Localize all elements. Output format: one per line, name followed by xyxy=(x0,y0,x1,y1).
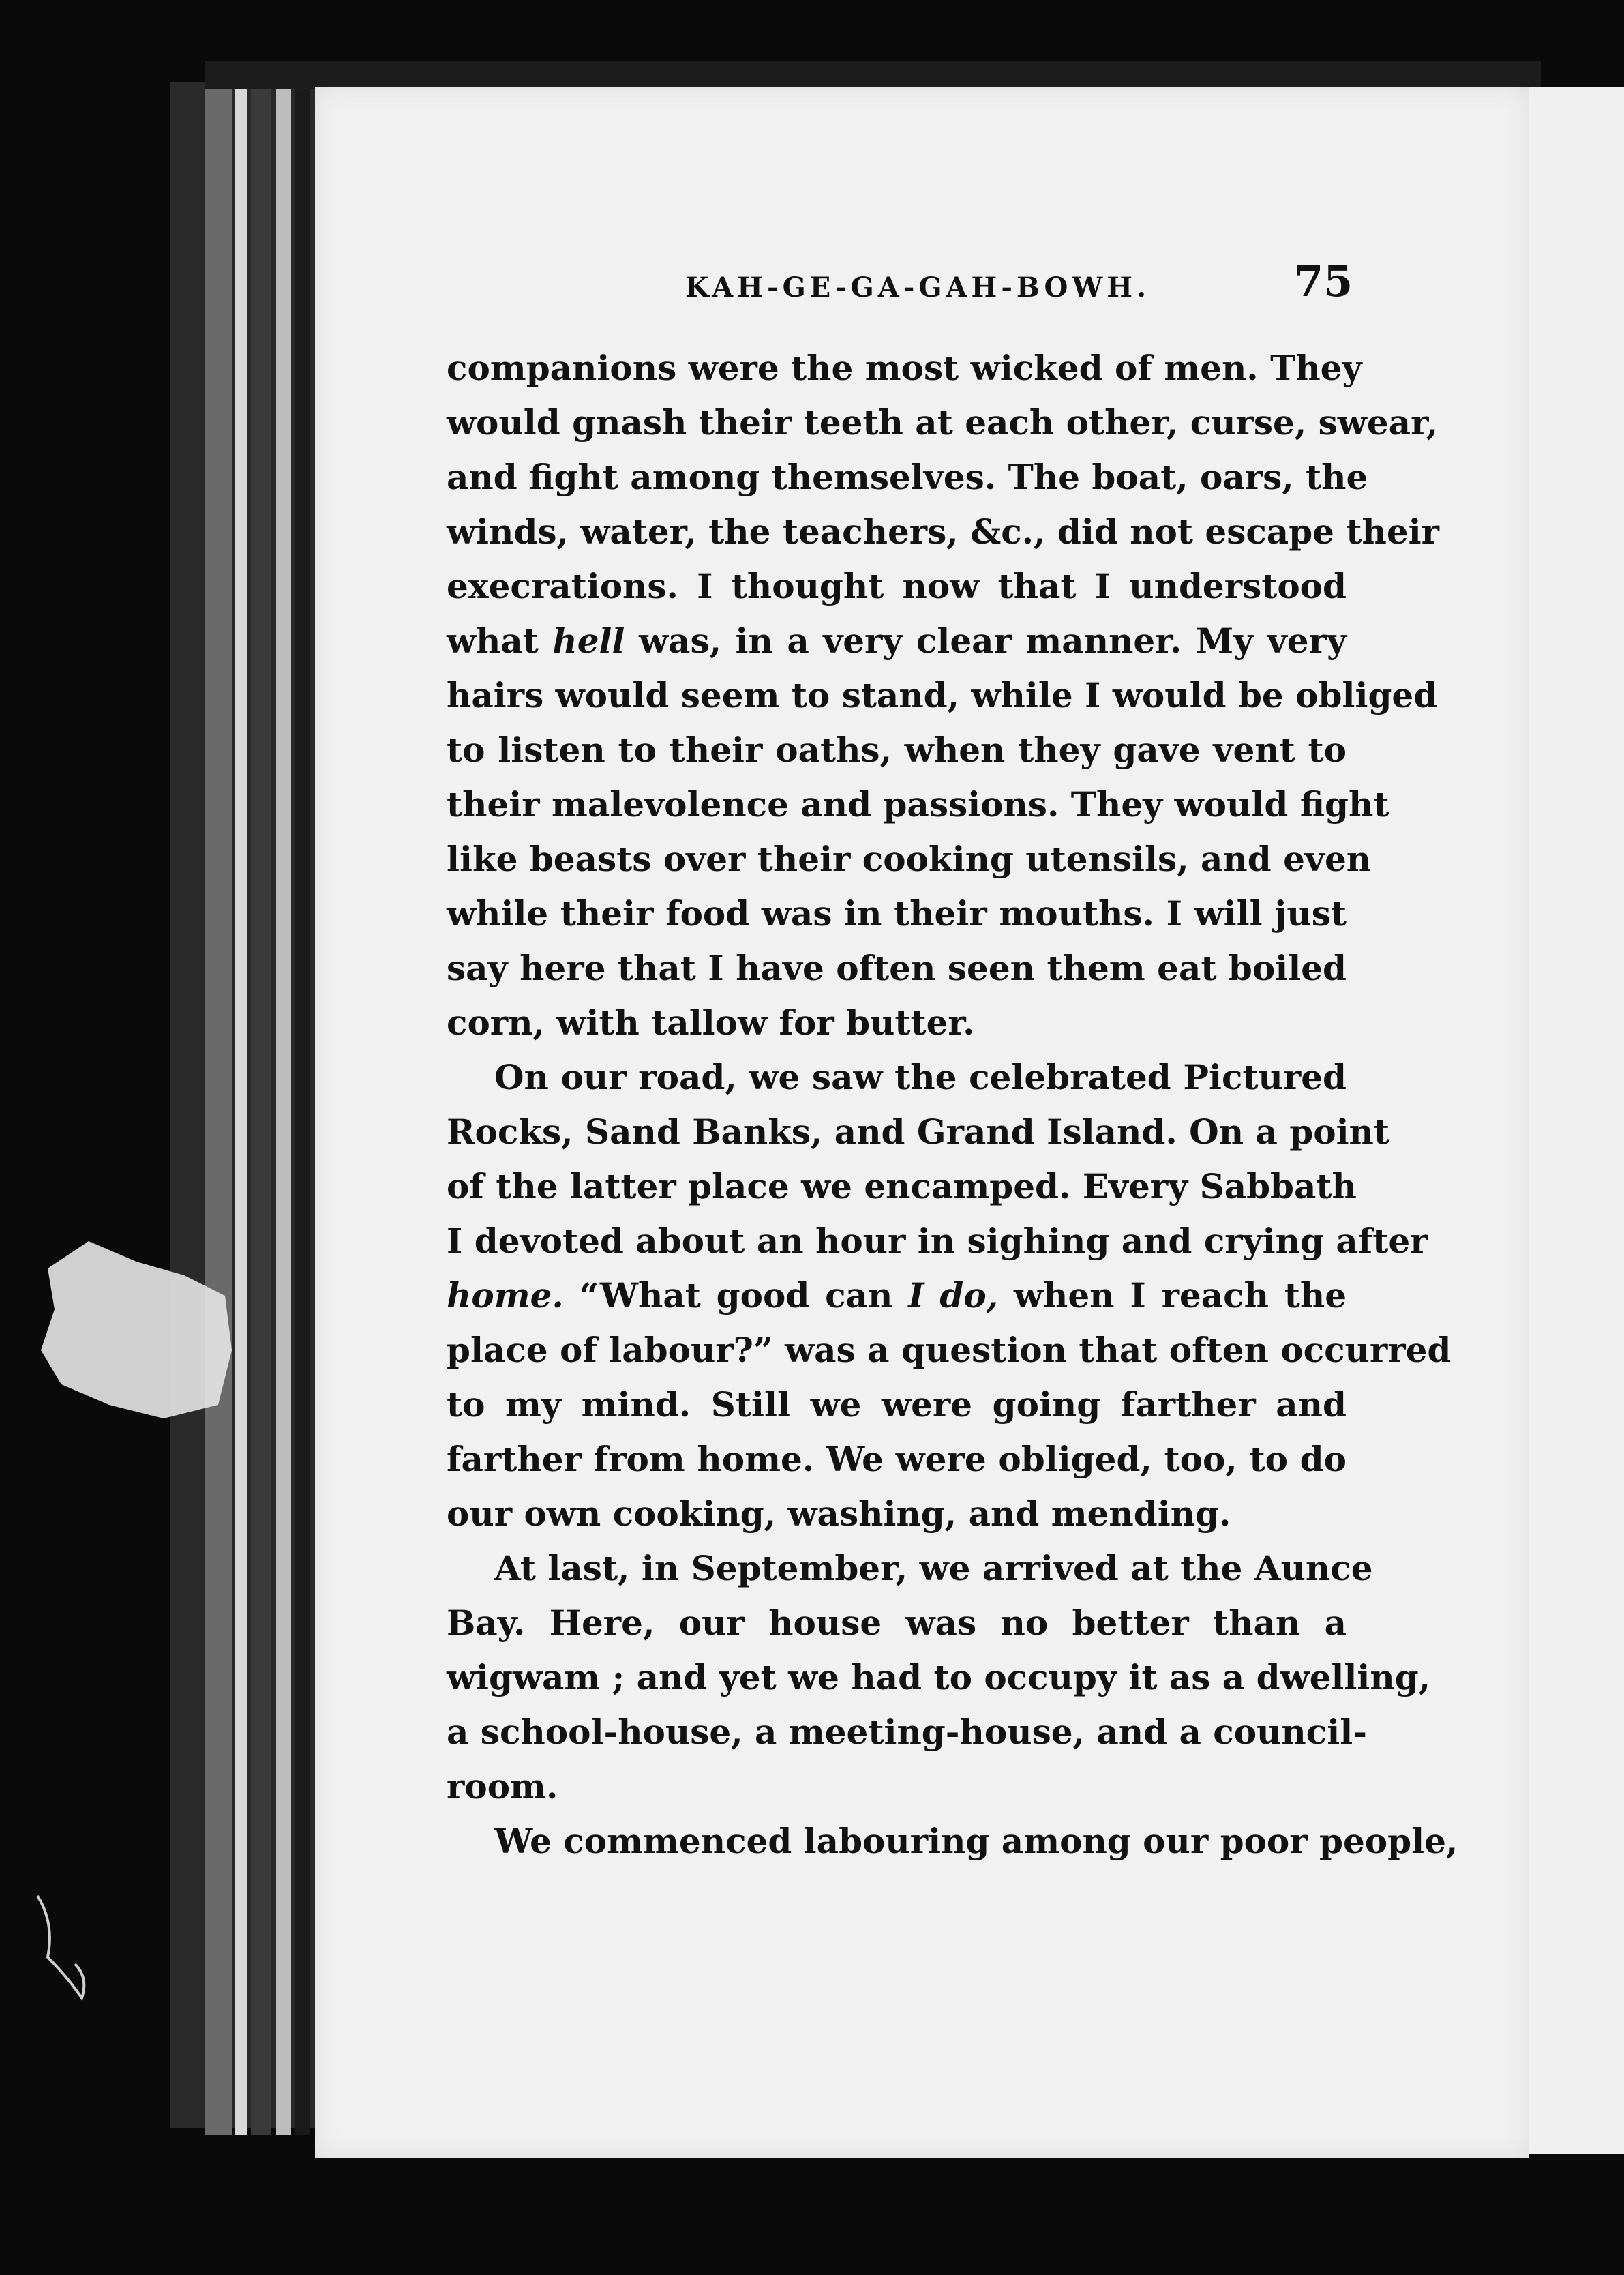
running-head: KAH-GE-GA-GAH-BOWH. xyxy=(685,271,1150,303)
text-line: and fight among themselves. The boat, oars, the xyxy=(447,457,1368,497)
text-line: what hell was, in a very clear manner. My very xyxy=(447,621,1347,661)
text-line: place of labour?” was a question that often occurred xyxy=(447,1330,1452,1370)
text-line: On our road, we saw the celebrated Pictured xyxy=(494,1057,1347,1097)
text-line: would gnash their teeth at each other, curse, swear, xyxy=(447,402,1439,443)
text-line: winds, water, the teachers, &c., did not escape their xyxy=(447,511,1439,552)
text-line: Bay. Here, our house was no better than a xyxy=(447,1603,1347,1643)
text-line: while their food was in their mouths. I will just xyxy=(447,893,1347,934)
text-line: their malevolence and passions. They would fight xyxy=(447,784,1389,824)
page-number: 75 xyxy=(1294,256,1353,306)
text-line: At last, in September, we arrived at the Aunce xyxy=(494,1548,1373,1588)
text-line: I devoted about an hour in sighing and crying after xyxy=(447,1221,1428,1261)
text-line: execrations. I thought now that I understood xyxy=(447,566,1347,606)
text-line: farther from home. We were obliged, too, to do xyxy=(447,1439,1347,1479)
book-edge xyxy=(170,82,327,2135)
text-line: to my mind. Still we were going farther and xyxy=(447,1384,1347,1425)
text-line: home. “What good can I do, when I reach the xyxy=(447,1275,1347,1315)
text-line: like beasts over their cooking utensils, and even xyxy=(447,839,1372,879)
text-line: corn, with tallow for butter. xyxy=(447,1002,975,1043)
text-line: say here that I have often seen them eat boiled xyxy=(447,948,1347,988)
text-line: We commenced labouring among our poor people, xyxy=(494,1821,1458,1861)
body-text xyxy=(447,341,1458,1869)
text-line: of the latter place we encamped. Every Sabbath xyxy=(447,1166,1357,1206)
text-line: room. xyxy=(447,1766,558,1806)
text-line: to listen to their oaths, when they gave vent to xyxy=(447,730,1347,770)
top-edge xyxy=(205,61,1541,89)
text-line: a school-house, a meeting-house, and a council- xyxy=(447,1712,1367,1752)
text-line: Rocks, Sand Banks, and Grand Island. On a point xyxy=(447,1112,1390,1152)
text-line: hairs would seem to stand, while I would be obliged xyxy=(447,675,1438,715)
text-line: wigwam ; and yet we had to occupy it as a dwelling, xyxy=(447,1657,1431,1697)
text-line: companions were the most wicked of men. They xyxy=(447,348,1362,388)
text-line: our own cooking, washing, and mending. xyxy=(447,1493,1231,1534)
